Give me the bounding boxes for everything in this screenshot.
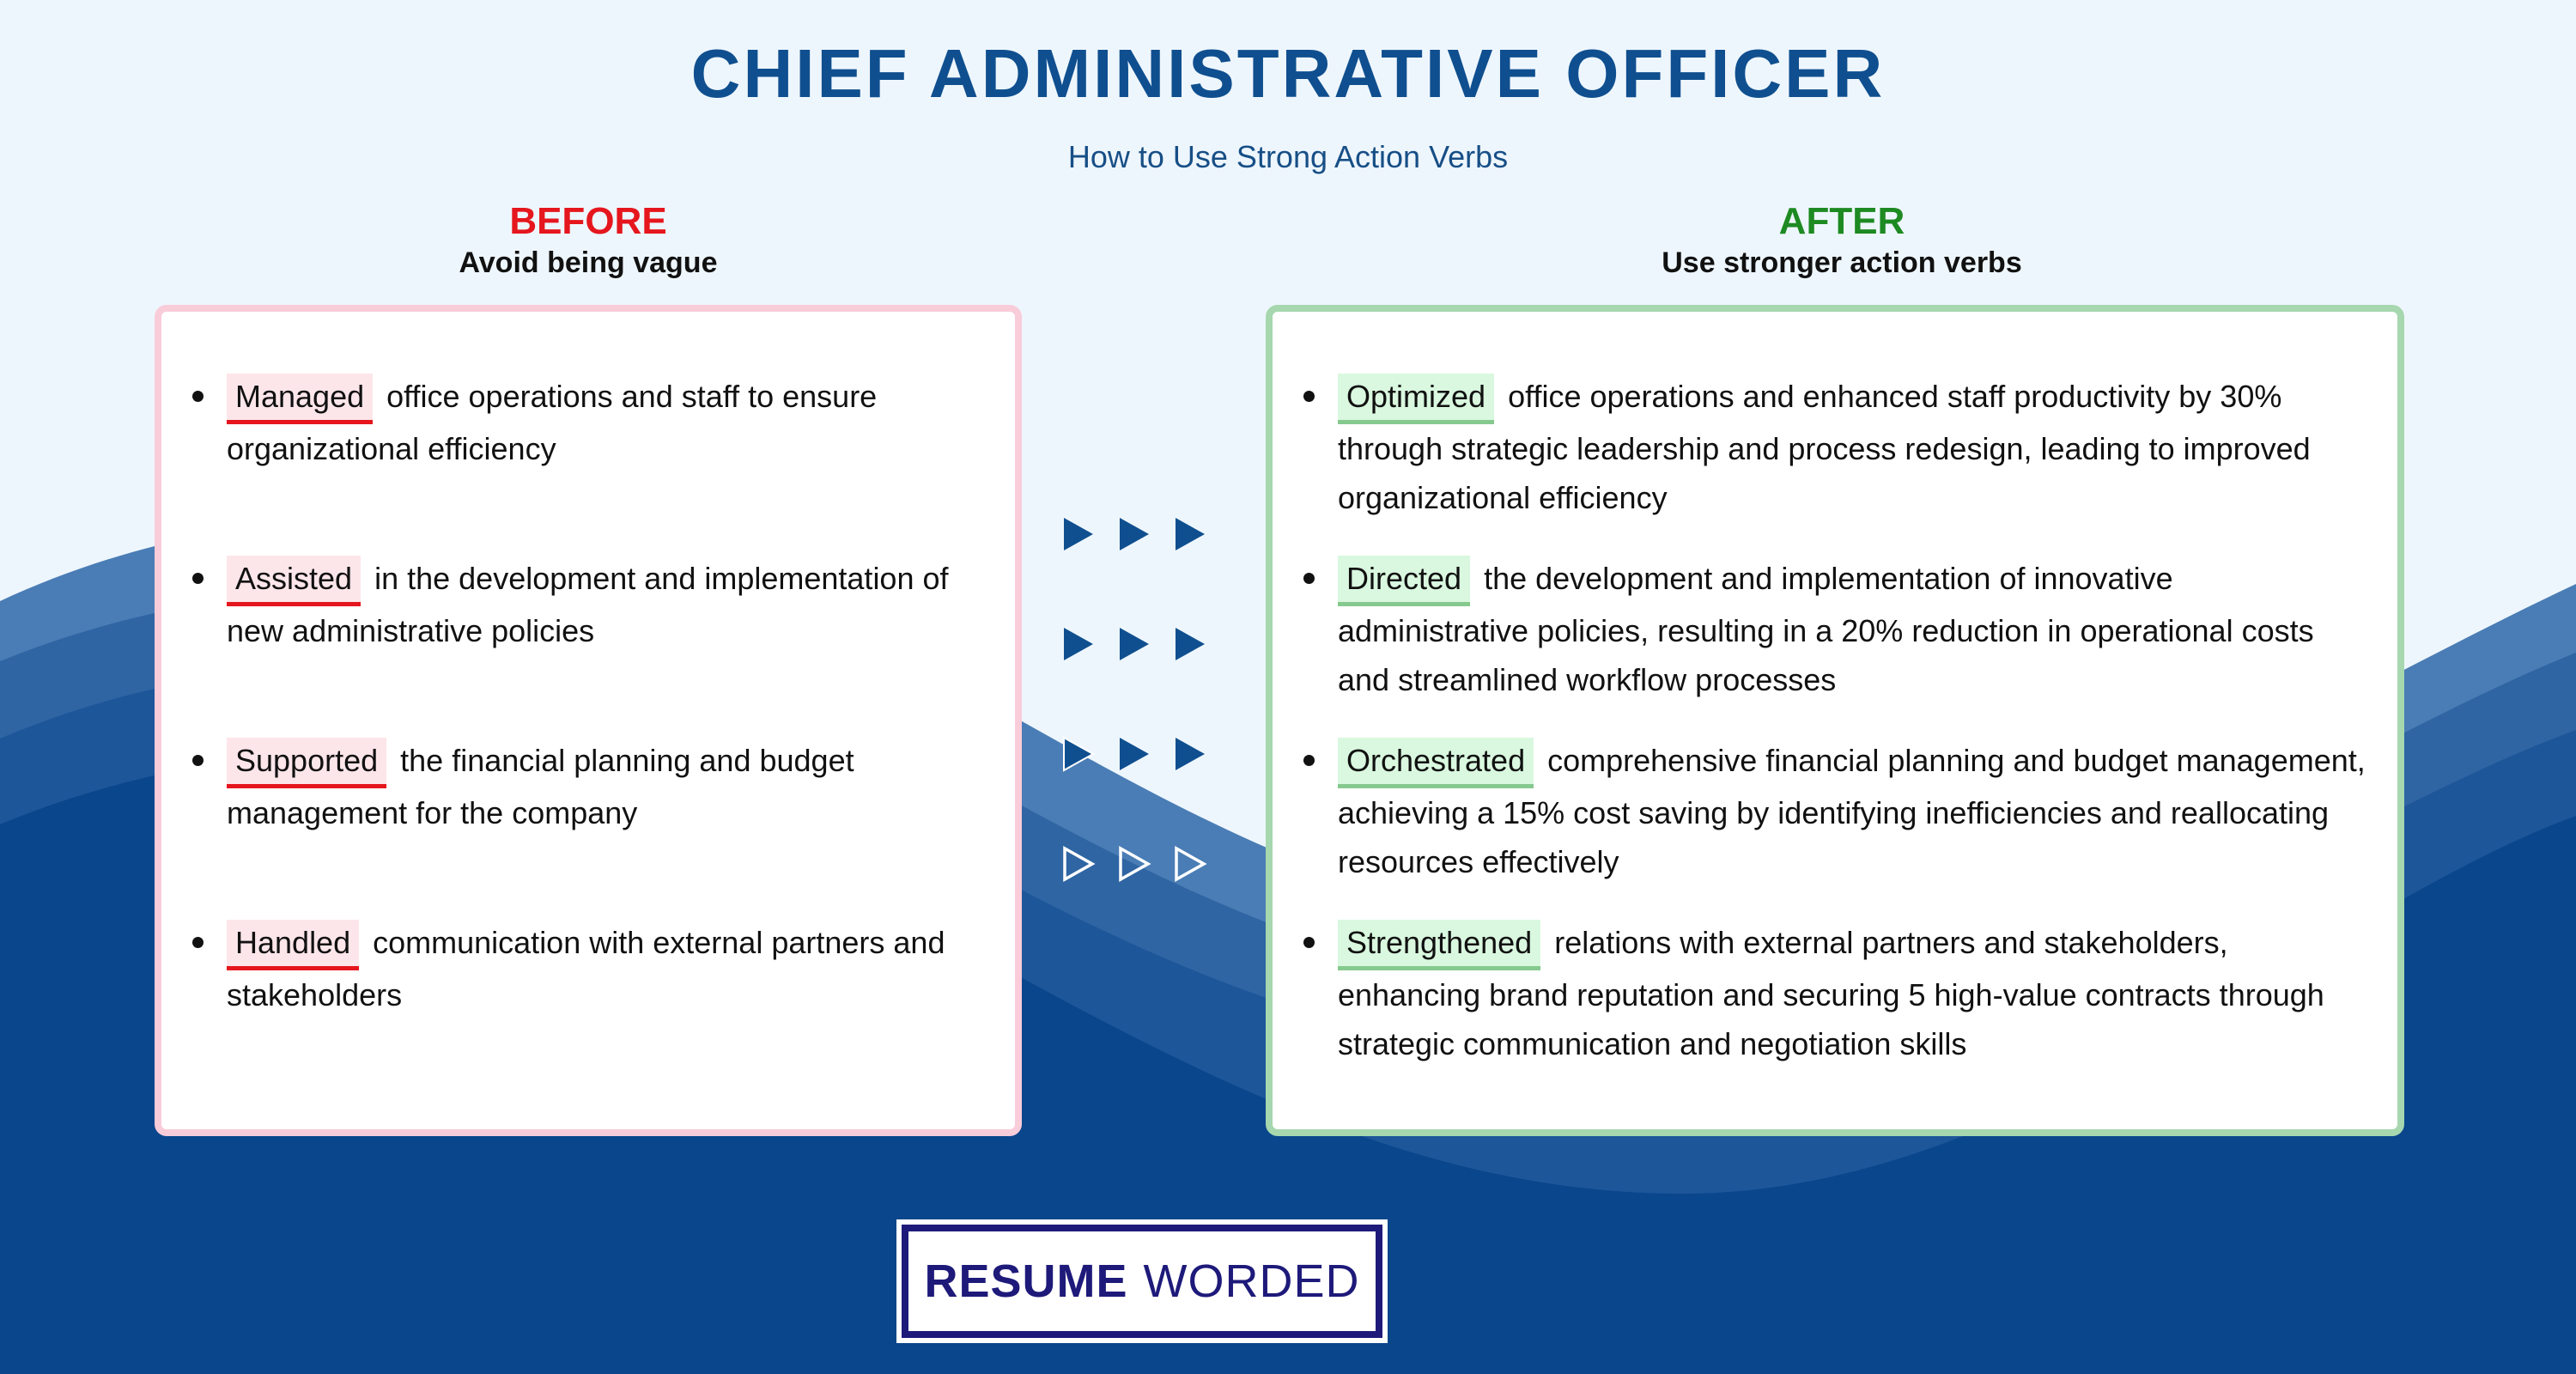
play-triangle-icon [1173, 735, 1207, 773]
bullet-dot [1303, 937, 1315, 948]
after-item [1297, 736, 2372, 879]
weak-verb: Handled [227, 920, 359, 970]
resume-worded-logo[interactable] [902, 1225, 1382, 1338]
play-triangle-outline-icon [1117, 845, 1151, 883]
bullet-dot [1303, 391, 1315, 402]
item-text: relations with external partners and stakeholders, enhancing brand reputation and securing 5 high-value contracts through strategic communication and negotiation skills [1338, 925, 2324, 1061]
arrow-row [1061, 625, 1207, 735]
play-triangle-icon [1173, 625, 1207, 663]
before-item [185, 736, 993, 869]
weak-verb: Assisted [227, 556, 361, 606]
bullet-dot [1303, 755, 1315, 766]
before-item [185, 554, 993, 687]
after-list [1297, 372, 2372, 1061]
before-item [185, 372, 993, 505]
before-label: BEFORE [509, 200, 667, 242]
play-triangle-icon [1061, 735, 1096, 773]
strong-verb: Strengthened [1338, 920, 1540, 970]
play-triangle-icon [1061, 515, 1096, 553]
bullet-dot [192, 755, 204, 766]
page-title: CHIEF ADMINISTRATIVE OFFICER [690, 35, 1886, 112]
item-text: office operations and enhanced staff productivity by 30% through strategic leadership and process redesign, leading to improved organizational efficiency [1338, 379, 2311, 515]
logo-word-resume: RESUME [924, 1255, 1128, 1307]
item-text: in the development and implementation of new administrative policies [227, 561, 949, 648]
before-item [185, 918, 993, 1051]
after-item [1297, 372, 2372, 515]
play-triangle-outline-icon [1173, 845, 1207, 883]
play-triangle-icon [1117, 625, 1151, 663]
item-text: communication with external partners and stakeholders [227, 925, 945, 1012]
after-caption: Use stronger action verbs [1662, 246, 2022, 279]
item-text: the financial planning and budget management for the company [227, 743, 854, 830]
bullet-dot [192, 937, 204, 948]
after-header [1408, 199, 2275, 280]
strong-verb: Orchestrated [1338, 738, 1534, 788]
play-triangle-outline-icon [1061, 845, 1096, 883]
bullet-dot [192, 391, 204, 402]
after-label: AFTER [1778, 200, 1905, 242]
arrows-column [1061, 515, 1207, 955]
weak-verb: Supported [227, 738, 386, 788]
item-text: office operations and staff to ensure organizational efficiency [227, 379, 878, 466]
before-caption: Avoid being vague [459, 246, 718, 279]
after-item [1297, 554, 2372, 697]
logo-word-worded: WORDED [1143, 1255, 1360, 1307]
after-item [1297, 918, 2372, 1061]
before-list [185, 372, 993, 1051]
play-triangle-icon [1117, 515, 1151, 553]
after-card [1266, 305, 2404, 1136]
before-card [155, 305, 1022, 1136]
arrow-row [1061, 845, 1207, 955]
weak-verb: Managed [227, 374, 373, 424]
item-text: the development and implementation of innovative administrative policies, resulting in a 20% reduction in operational costs and streamlined workflow processes [1338, 561, 2314, 697]
before-header [155, 199, 1022, 280]
arrow-row [1061, 515, 1207, 625]
arrow-row [1061, 735, 1207, 845]
play-triangle-icon [1173, 515, 1207, 553]
strong-verb: Optimized [1338, 374, 1494, 424]
bullet-dot [192, 573, 204, 584]
play-triangle-icon [1117, 735, 1151, 773]
item-text: comprehensive financial planning and budget management, achieving a 15% cost saving by identifying inefficiencies and reallocating resources effectively [1338, 743, 2366, 879]
strong-verb: Directed [1338, 556, 1470, 606]
play-triangle-icon [1061, 625, 1096, 663]
bullet-dot [1303, 573, 1315, 584]
page-subtitle: How to Use Strong Action Verbs [1067, 139, 1509, 174]
